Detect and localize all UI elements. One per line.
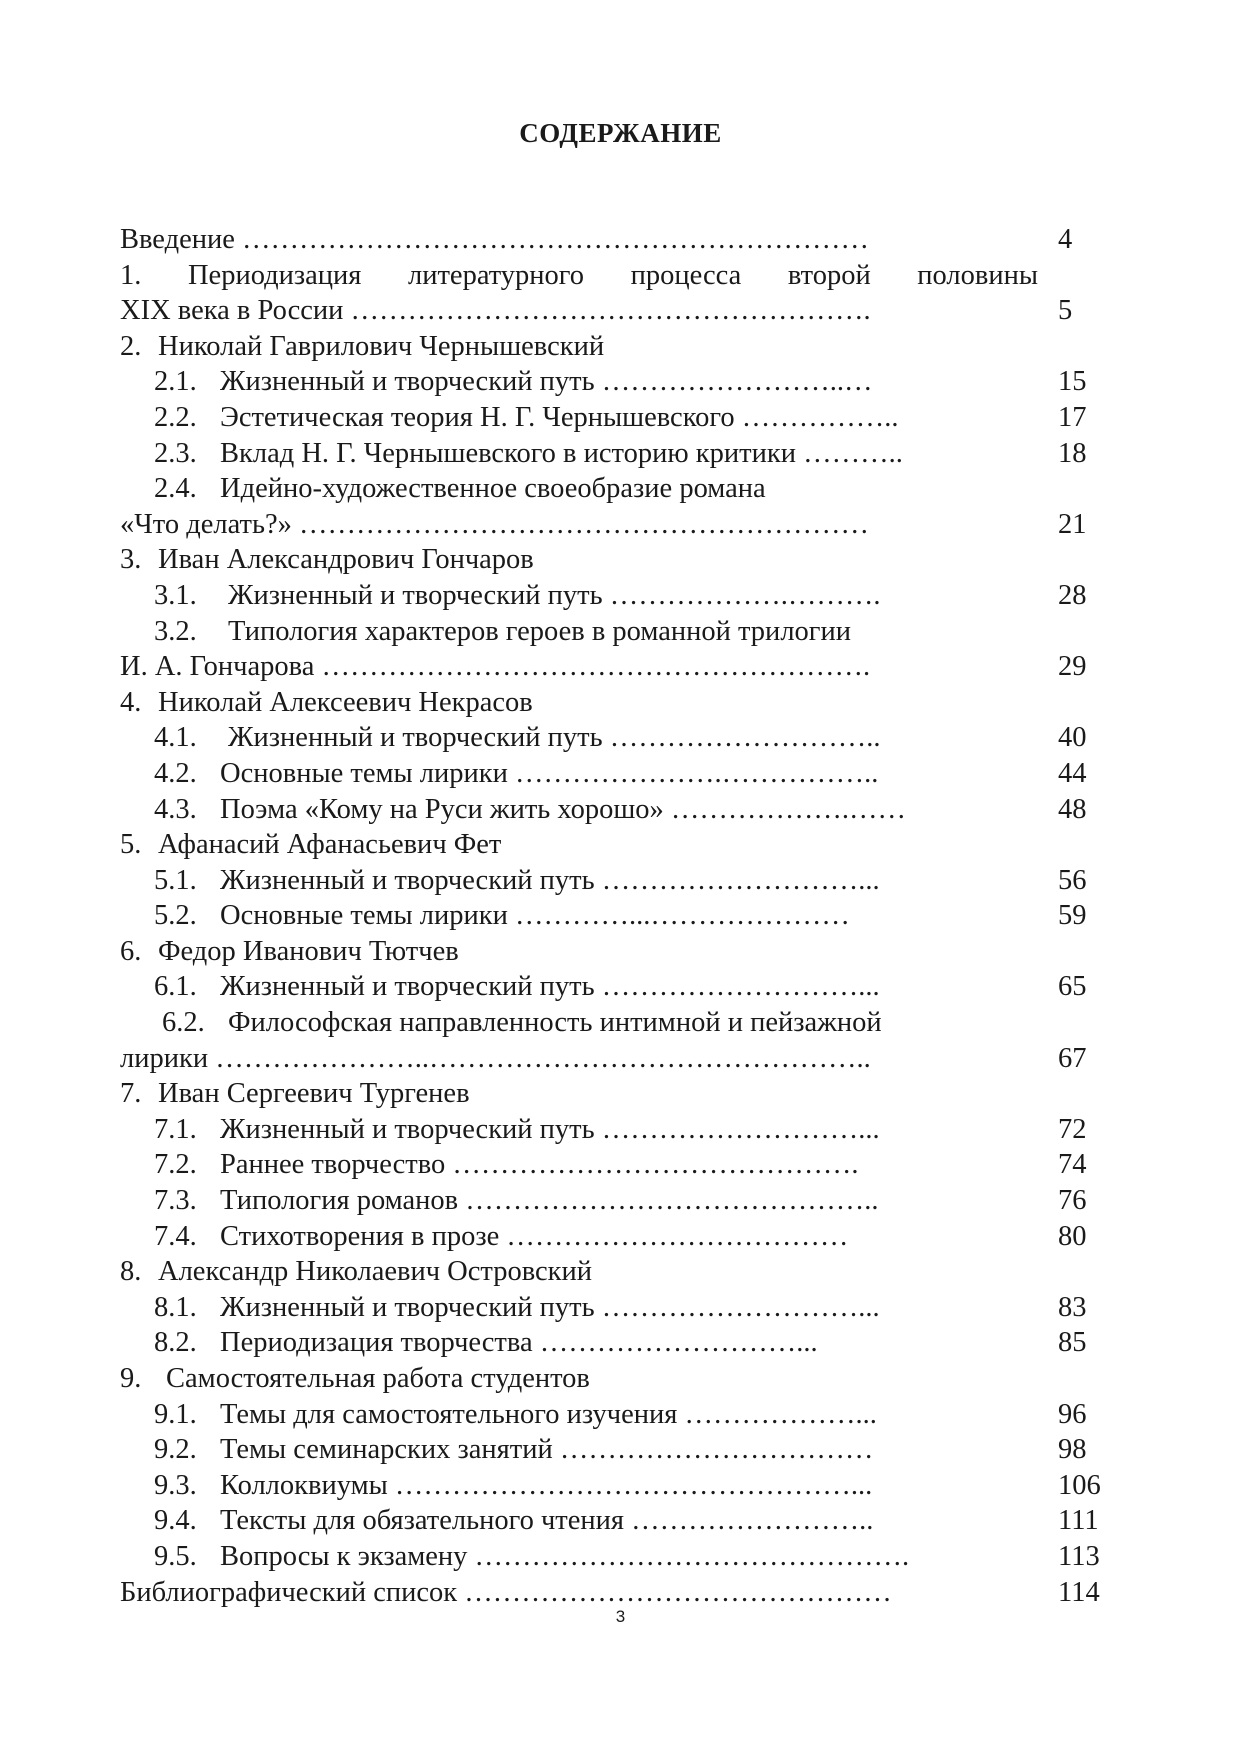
toc-entry-number: 5. bbox=[120, 829, 142, 861]
toc-entry bbox=[120, 614, 1130, 650]
toc-entry bbox=[120, 756, 1130, 792]
toc-entry-page: 18 bbox=[1058, 437, 1087, 469]
toc-entry-title: Иван Сергеевич Тургенев bbox=[158, 1078, 470, 1110]
toc-entry-title: Темы для самостоятельного изучения ………………... bbox=[220, 1398, 877, 1430]
toc-entry-title: Раннее творчество ……………………………………. bbox=[220, 1149, 859, 1181]
toc-entry bbox=[120, 898, 1130, 934]
toc-entry-number: 5.2. bbox=[154, 900, 197, 932]
toc-entry bbox=[120, 969, 1130, 1005]
toc-entry-page: 15 bbox=[1058, 366, 1087, 398]
toc-entry-page: 44 bbox=[1058, 757, 1087, 789]
table-of-contents bbox=[120, 222, 1130, 1610]
toc-entry-page: 17 bbox=[1058, 401, 1087, 433]
toc-entry bbox=[120, 542, 1130, 578]
toc-entry bbox=[120, 720, 1130, 756]
toc-entry-title: Философская направленность интимной и пейзажной bbox=[228, 1007, 882, 1039]
toc-entry-number: 9.4. bbox=[154, 1505, 197, 1537]
toc-entry-number: 3.1. bbox=[154, 579, 197, 611]
toc-entry-title: Жизненный и творческий путь ……………….………. bbox=[228, 579, 881, 611]
toc-entry-page: 114 bbox=[1058, 1576, 1100, 1608]
toc-entry bbox=[120, 1147, 1130, 1183]
toc-entry-title: Коллоквиумы …………………………………………... bbox=[220, 1469, 873, 1501]
toc-entry-number: 6. bbox=[120, 935, 142, 967]
toc-entry-page: 72 bbox=[1058, 1113, 1087, 1145]
toc-entry-title: Типология характеров героев в романной трилогии bbox=[228, 615, 851, 647]
toc-entry-page: 98 bbox=[1058, 1434, 1087, 1466]
toc-entry-number: 2.1. bbox=[154, 366, 197, 398]
toc-entry-number: 8.2. bbox=[154, 1327, 197, 1359]
toc-entry bbox=[120, 1076, 1130, 1112]
toc-entry bbox=[120, 364, 1130, 400]
toc-entry-title: Основные темы лирики …………...………………… bbox=[220, 900, 850, 932]
toc-entry-number: 2.4. bbox=[154, 473, 197, 505]
toc-entry-number: 9.2. bbox=[154, 1434, 197, 1466]
toc-entry bbox=[120, 258, 1130, 294]
toc-entry-number: 9. bbox=[120, 1363, 142, 1394]
toc-entry-title: Вклад Н. Г. Чернышевского в историю критики ……….. bbox=[220, 437, 903, 469]
toc-entry-title: Федор Иванович Тютчев bbox=[158, 935, 459, 967]
toc-entry-number: 7. bbox=[120, 1078, 142, 1110]
toc-entry bbox=[120, 471, 1130, 507]
toc-entry bbox=[120, 329, 1130, 365]
toc-entry-number: 3. bbox=[120, 544, 142, 576]
toc-entry bbox=[120, 649, 1130, 685]
toc-entry-number: 2.3. bbox=[154, 437, 197, 469]
toc-entry-page: 4 bbox=[1058, 224, 1073, 255]
toc-entry-number: 9.5. bbox=[154, 1540, 197, 1572]
toc-entry-title: Введение ………………………………………………………… bbox=[120, 224, 870, 255]
toc-entry bbox=[120, 1005, 1130, 1041]
toc-entry-title: Тексты для обязательного чтения …………………….. bbox=[220, 1505, 874, 1537]
toc-entry bbox=[120, 1575, 1130, 1611]
toc-entry-number: 7.3. bbox=[154, 1185, 197, 1217]
toc-entry-title: Идейно-художественное своеобразие романа bbox=[220, 473, 766, 505]
toc-entry bbox=[120, 1361, 1130, 1397]
toc-entry-title: Жизненный и творческий путь ………………………... bbox=[220, 971, 880, 1003]
toc-entry-page: 85 bbox=[1058, 1327, 1087, 1359]
toc-entry-page: 74 bbox=[1058, 1149, 1087, 1181]
toc-entry-number: 3.2. bbox=[154, 615, 197, 647]
toc-entry-page: 48 bbox=[1058, 793, 1087, 825]
toc-entry-title: 1. Периодизация литературного процесса второй половины bbox=[120, 259, 1038, 291]
toc-entry-title: Темы семинарских занятий …………………………… bbox=[220, 1434, 874, 1466]
toc-entry-number: 7.4. bbox=[154, 1220, 197, 1252]
toc-entry-title: «Что делать?» …………………………………………………… bbox=[120, 508, 869, 540]
toc-entry bbox=[120, 293, 1130, 329]
toc-entry bbox=[120, 1325, 1130, 1361]
toc-entry-title: Основные темы лирики ………………….…………….. bbox=[220, 757, 879, 789]
toc-entry-number: 4. bbox=[120, 686, 142, 718]
toc-entry-title: Периодизация творчества ………………………... bbox=[220, 1327, 818, 1359]
toc-entry-title: Жизненный и творческий путь ……………………….. bbox=[228, 722, 881, 754]
toc-entry-title: Самостоятельная работа студентов bbox=[166, 1363, 590, 1394]
toc-entry-number: 2.2. bbox=[154, 401, 197, 433]
toc-entry bbox=[120, 578, 1130, 614]
toc-entry bbox=[120, 1290, 1130, 1326]
toc-entry-number: 5.1. bbox=[154, 864, 197, 896]
toc-entry-page: 40 bbox=[1058, 722, 1087, 754]
toc-entry-title: И. А. Гончарова …………………………………………………. bbox=[120, 651, 871, 683]
toc-entry-number: 7.2. bbox=[154, 1149, 197, 1181]
toc-entry-number: 8.1. bbox=[154, 1291, 197, 1323]
toc-entry-title: Иван Александрович Гончаров bbox=[158, 544, 534, 576]
toc-entry bbox=[120, 1041, 1130, 1077]
toc-entry-number: 4.3. bbox=[154, 793, 197, 825]
toc-entry-page: 29 bbox=[1058, 651, 1087, 683]
toc-entry-title: Николай Алексеевич Некрасов bbox=[158, 686, 533, 718]
toc-entry bbox=[120, 1432, 1130, 1468]
toc-entry bbox=[120, 1397, 1130, 1433]
toc-entry-page: 106 bbox=[1058, 1469, 1101, 1501]
toc-entry-page: 76 bbox=[1058, 1185, 1087, 1217]
toc-entry bbox=[120, 436, 1130, 472]
toc-entry-title: Библиографический список ……………………………………… bbox=[120, 1576, 892, 1608]
toc-entry-page: 28 bbox=[1058, 579, 1087, 611]
toc-entry bbox=[120, 1254, 1130, 1290]
page-title: СОДЕРЖАНИЕ bbox=[519, 118, 722, 148]
toc-entry-number: 4.1. bbox=[154, 722, 197, 754]
toc-entry bbox=[120, 934, 1130, 970]
toc-entry-page: 80 bbox=[1058, 1220, 1087, 1252]
toc-entry-number: 6.1. bbox=[154, 971, 197, 1003]
toc-entry bbox=[120, 1112, 1130, 1148]
toc-entry-title: Жизненный и творческий путь ……………………..… bbox=[220, 366, 873, 398]
toc-entry-title: Типология романов …………………………………….. bbox=[220, 1185, 879, 1217]
toc-entry-page: 67 bbox=[1058, 1042, 1087, 1074]
toc-entry-title: Жизненный и творческий путь ………………………... bbox=[220, 864, 880, 896]
toc-entry-page: 21 bbox=[1058, 508, 1087, 540]
toc-entry bbox=[120, 1183, 1130, 1219]
toc-entry-title: лирики …………………..……………………………………….. bbox=[120, 1042, 871, 1074]
toc-entry-page: 5 bbox=[1058, 295, 1073, 327]
toc-entry-page: 56 bbox=[1058, 864, 1087, 896]
toc-entry-number: 2. bbox=[120, 330, 142, 362]
toc-entry-page: 96 bbox=[1058, 1398, 1087, 1430]
toc-entry bbox=[120, 1468, 1130, 1504]
toc-entry bbox=[120, 827, 1130, 863]
toc-entry-number: 6.2. bbox=[162, 1007, 205, 1039]
toc-entry bbox=[120, 685, 1130, 721]
toc-entry-title: Эстетическая теория Н. Г. Чернышевского …………….. bbox=[220, 401, 899, 433]
toc-entry bbox=[120, 1539, 1130, 1575]
toc-entry bbox=[120, 1503, 1130, 1539]
toc-entry-page: 113 bbox=[1058, 1540, 1100, 1572]
toc-entry-number: 4.2. bbox=[154, 757, 197, 789]
toc-entry bbox=[120, 792, 1130, 828]
page-number: 3 bbox=[615, 1607, 626, 1626]
toc-entry-page: 111 bbox=[1058, 1505, 1099, 1537]
toc-entry bbox=[120, 1219, 1130, 1255]
toc-entry-title: XIX века в России ………………………………………………. bbox=[120, 295, 871, 327]
toc-entry-title: Поэма «Кому на Руси жить хорошо» ……………….…… bbox=[220, 793, 907, 825]
toc-entry-title: Стихотворения в прозе ……………………………… bbox=[220, 1220, 849, 1252]
toc-entry-title: Жизненный и творческий путь ………………………... bbox=[220, 1113, 880, 1145]
toc-entry bbox=[120, 400, 1130, 436]
toc-entry bbox=[120, 863, 1130, 899]
toc-entry bbox=[120, 222, 1130, 258]
toc-entry-title: Николай Гаврилович Чернышевский bbox=[158, 330, 605, 362]
toc-entry-page: 59 bbox=[1058, 900, 1087, 932]
toc-entry-title: Жизненный и творческий путь ………………………... bbox=[220, 1291, 880, 1323]
toc-entry bbox=[120, 507, 1130, 543]
toc-entry-number: 9.1. bbox=[154, 1398, 197, 1430]
toc-entry-number: 8. bbox=[120, 1256, 142, 1288]
toc-entry-page: 83 bbox=[1058, 1291, 1087, 1323]
toc-entry-title: Вопросы к экзамену ………………………………………. bbox=[220, 1540, 910, 1572]
toc-entry-page: 65 bbox=[1058, 971, 1087, 1003]
toc-entry-number: 7.1. bbox=[154, 1113, 197, 1145]
toc-entry-title: Афанасий Афанасьевич Фет bbox=[158, 829, 502, 861]
toc-entry-number: 9.3. bbox=[154, 1469, 197, 1501]
toc-entry-title: Александр Николаевич Островский bbox=[158, 1256, 592, 1288]
